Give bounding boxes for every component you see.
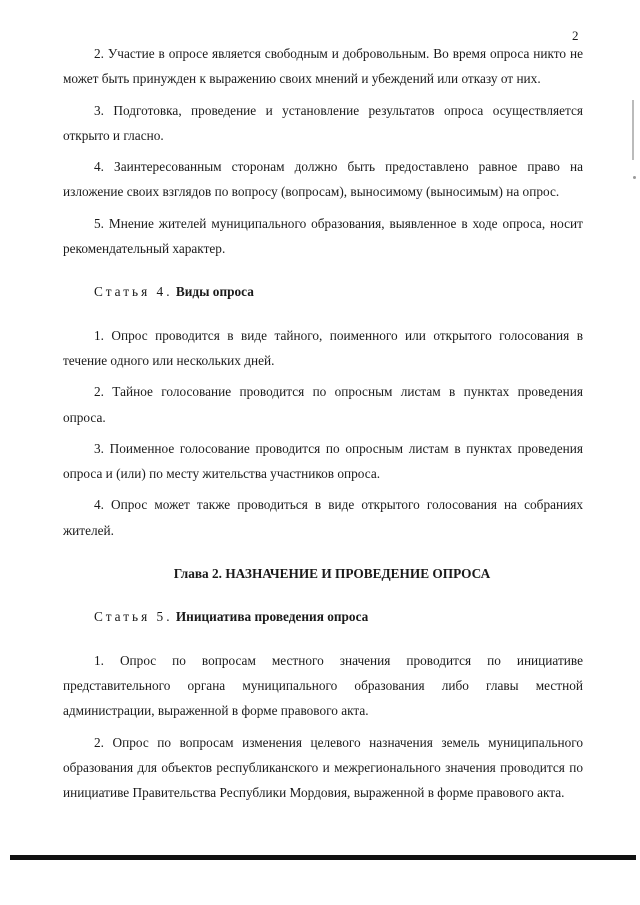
- paragraph-5-1: 1. Опрос по вопросам местного значения проводится по инициативе представительного органа муниципального образования либо главы местной администрации, выраженной в форме правового акта.: [63, 652, 583, 719]
- article-4-prefix: Статья 4.: [94, 284, 173, 300]
- scan-speck: [633, 176, 636, 179]
- paragraph-4-3: 3. Поименное голосование проводится по опросным листам в пунктах проведения опроса и (или) по месту жительства участников опроса.: [63, 440, 583, 482]
- article-4-title: Виды опроса: [175, 284, 254, 300]
- article-5-heading: [63, 604, 583, 629]
- page-number: 2: [572, 28, 579, 43]
- scan-edge-mark: [632, 100, 634, 160]
- article-5-prefix: Статья 5.: [94, 609, 173, 625]
- paragraph-3-5: 5. Мнение жителей муниципального образования, выявленное в ходе опроса, носит рекомендательный характер.: [63, 215, 583, 257]
- paragraph-4-1: 1. Опрос проводится в виде тайного, поименного или открытого голосования в течение одного или нескольких дней.: [63, 327, 583, 368]
- scan-bottom-border: [10, 855, 636, 860]
- paragraph-5-2: 2. Опрос по вопросам изменения целевого назначения земель муниципального образования для объектов республиканского и межрегионального значения проводится по инициативе Правительства Республики Мордовия, выраженной в форме правового акта.: [63, 734, 583, 801]
- paragraph-4-2: 2. Тайное голосование проводится по опросным листам в пунктах проведения опроса.: [63, 384, 583, 425]
- paragraph-4-4: 4. Опрос может также проводиться в виде открытого голосования на собраниях жителей.: [63, 497, 583, 538]
- paragraph-3-4: 4. Заинтересованным сторонам должно быть предоставлено равное право на изложение своих взглядов по вопросу (вопросам), выносимому (выносимым) на опрос.: [63, 159, 583, 200]
- document-body: [63, 41, 583, 811]
- chapter-2-heading: Глава 2. НАЗНАЧЕНИЕ И ПРОВЕДЕНИЕ ОПРОСА: [173, 566, 491, 582]
- paragraph-3-2: 2. Участие в опросе является свободным и добровольным. Во время опроса никто не может быть принужден к выражению своих мнений и убеждений или отказу от них.: [63, 46, 583, 87]
- paragraph-3-3: 3. Подготовка, проведение и установление результатов опроса осуществляется открыто и гласно.: [63, 102, 583, 143]
- article-5-title: Инициатива проведения опроса: [175, 609, 369, 625]
- article-4-heading: [63, 279, 583, 304]
